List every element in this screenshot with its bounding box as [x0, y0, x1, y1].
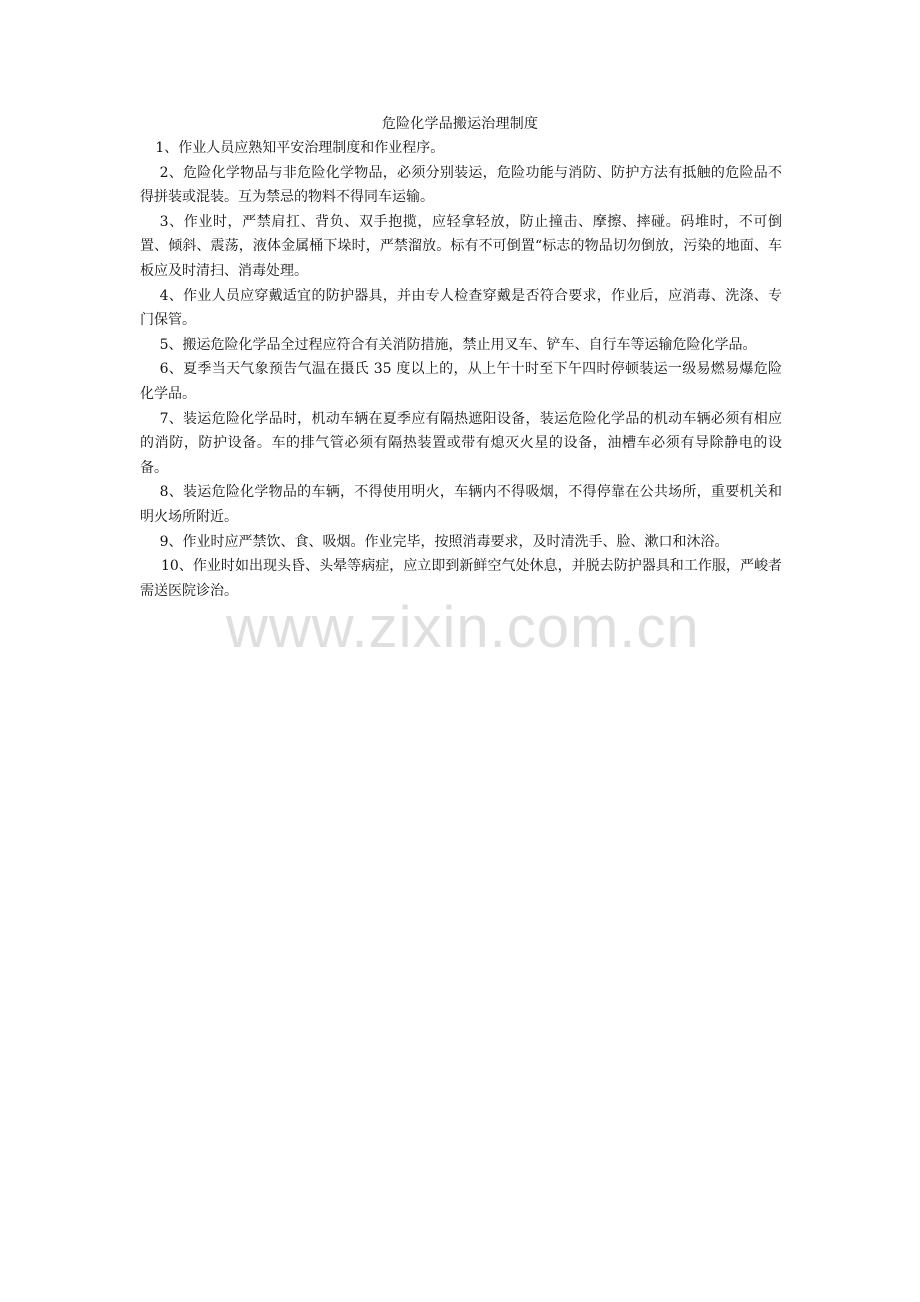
document-body	[140, 136, 782, 603]
watermark: www.zixin.com.cn	[226, 595, 700, 660]
paragraph-10: 10、作业时如出现头昏、头晕等病症，应立即到新鲜空气处休息，并脱去防护器具和工作服，严峻者需送医院诊治。	[140, 558, 782, 599]
paragraph-3: 3、作业时，严禁肩扛、背负、双手抱揽，应轻拿轻放，防止撞击、摩擦、摔碰。码堆时，不可倒置、倾斜、震荡，液体金属桶下垛时，严禁溜放。标有不可倒置“标志的物品切勿倒放，污染的地面、车板应及时清扫、消毒处理。	[140, 213, 782, 279]
paragraph-9: 9、作业时应严禁饮、食、吸烟。作业完毕，按照消毒要求，及时清洗手、脸、漱口和沐浴。	[159, 533, 729, 550]
paragraph-5: 5、搬运危险化学品全过程应符合有关消防措施，禁止用叉车、铲车、自行车等运输危险化学品。	[159, 336, 757, 353]
document-title: 危险化学品搬运治理制度	[381, 116, 539, 132]
paragraph-8: 8、装运危险化学物品的车辆，不得使用明火，车辆内不得吸烟，不得停靠在公共场所，重要机关和明火场所附近。	[140, 484, 782, 525]
paragraph-1: 1、作业人员应熟知平安治理制度和作业程序。	[155, 140, 445, 156]
paragraph-7: 7、装运危险化学品时，机动车辆在夏季应有隔热遮阳设备，装运危险化学品的机动车辆必须有相应的消防，防护设备。车的排气管必须有隔热装置或带有熄灭火星的设备，油槽车必须有导除静电的设备。	[140, 410, 782, 476]
paragraph-2: 2、危险化学物品与非危险化学物品，必须分别装运，危险功能与消防、防护方法有抵触的危险品不得拼装或混装。互为禁忌的物料不得同车运输。	[140, 164, 782, 206]
paragraph-6: 6、夏季当天气象预告气温在摄氏 35 度以上的，从上午十时至下午四时停顿装运一级易燃易爆危险化学品。	[140, 361, 782, 402]
paragraph-4: 4、作业人员应穿戴适宜的防护器具，并由专人检查穿戴是否符合要求，作业后，应消毒、洗涤、专门保管。	[140, 287, 782, 329]
